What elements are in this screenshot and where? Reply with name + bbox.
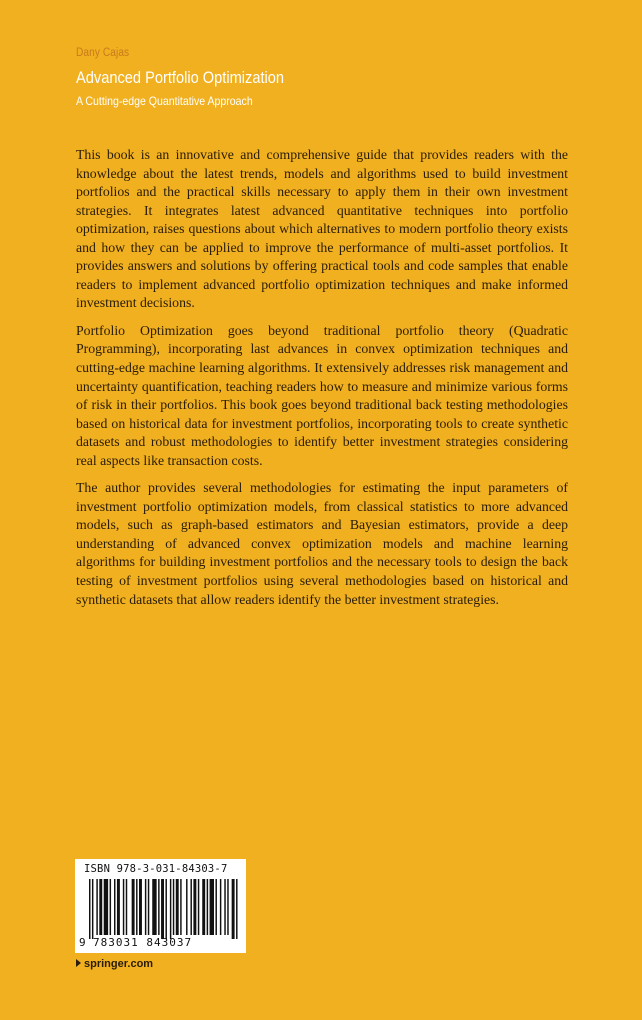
barcode-bar (99, 879, 102, 935)
barcode-bar (136, 879, 137, 935)
blurb-paragraph-1: This book is an innovative and comprehensive guide that provides readers with the knowledge about the latest trends, models and algorithms used to build investment portfolios and the practical skills necessary to apply them in their own investment strategies. It integrates latest advanced quantitative techniques into portfolio optimization, raises questions about which alternatives to modern portfolio theory exists and how they can be applied to improve the performance of multi-asset portfolios. It provides answers and solutions by offering practical tools and code samples that enable readers to implement advanced portfolio optimization techniques and make informed investment decisions. (76, 147, 568, 311)
barcode-bar (123, 879, 124, 935)
barcode-first-digit: 9 (79, 936, 86, 949)
barcode-bar (161, 879, 164, 939)
barcode-bar (96, 879, 97, 935)
publisher-link[interactable] (76, 958, 153, 970)
isbn-barcode (75, 859, 246, 953)
book-subtitle: A Cutting-edge Quantitative Approach (76, 94, 253, 108)
barcode-bar (215, 879, 216, 935)
arrow-right-icon (76, 959, 81, 967)
blurb-paragraph-3: The author provides several methodologies for estimating the input parameters of investment portfolio optimization models, from classical statistics to more advanced models, such as graph-based estimators and Bayesian estimators, provide a deep understanding of advanced convex optimization models and machine learning algorithms for building investment portfolios and the necessary tools to design the back testing of investment portfolios using several methodologies based on historical and synthetic datasets that allow readers identify the better investment strategies. (76, 480, 568, 607)
barcode-digits: 783031 843037 (93, 936, 193, 949)
barcode-bar (207, 879, 208, 935)
barcode-bar (117, 879, 120, 935)
barcode-bar (176, 879, 179, 935)
barcode-bar (152, 879, 156, 935)
publisher-url: springer.com (84, 958, 154, 970)
barcode-bar (165, 879, 166, 939)
barcode-bar (145, 879, 146, 935)
barcode-bar (114, 879, 115, 935)
book-title: Advanced Portfolio Optimization (76, 68, 285, 87)
author-name: Dany Cajas (76, 47, 130, 59)
barcode-bar (92, 879, 93, 939)
barcode-bar (110, 879, 111, 935)
barcode-bar (190, 879, 191, 935)
barcode-bar (180, 879, 181, 935)
barcode-bar (170, 879, 171, 939)
barcode-bars (89, 879, 239, 939)
barcode-bar (232, 879, 235, 939)
barcode-bar (236, 879, 237, 939)
barcode-bar (210, 879, 214, 935)
barcode-bar (202, 879, 205, 935)
blurb-text (76, 146, 568, 618)
barcode-bar (193, 879, 196, 935)
barcode-bar (220, 879, 221, 935)
barcode-bar (148, 879, 149, 935)
barcode-bar (224, 879, 225, 935)
barcode-bar (173, 879, 174, 935)
barcode-bar (104, 879, 108, 935)
barcode-bar (198, 879, 199, 935)
barcode-bar (227, 879, 228, 935)
isbn-label: ISBN 978-3-031-84303-7 (84, 863, 228, 875)
blurb-paragraph-2: Portfolio Optimization goes beyond traditional portfolio theory (Quadratic Programming), incorporating last advances in convex optimization techniques and cutting-edge machine learning algorithms. It extensively addresses risk management and uncertainty quantification, teaching readers how to measure and minimize various forms of risk in their portfolios. This book goes beyond traditional back testing methodologies based on historical data for investment portfolios, incorporating tools to create synthetic datasets and robust methodologies to identify better investment strategies considering real aspects like transaction costs. (76, 322, 568, 468)
barcode-bar (126, 879, 127, 935)
barcode-bar (132, 879, 135, 935)
barcode-bar (186, 879, 187, 935)
barcode-bar (89, 879, 90, 939)
barcode-bar (139, 879, 142, 935)
barcode-bar (158, 879, 159, 935)
